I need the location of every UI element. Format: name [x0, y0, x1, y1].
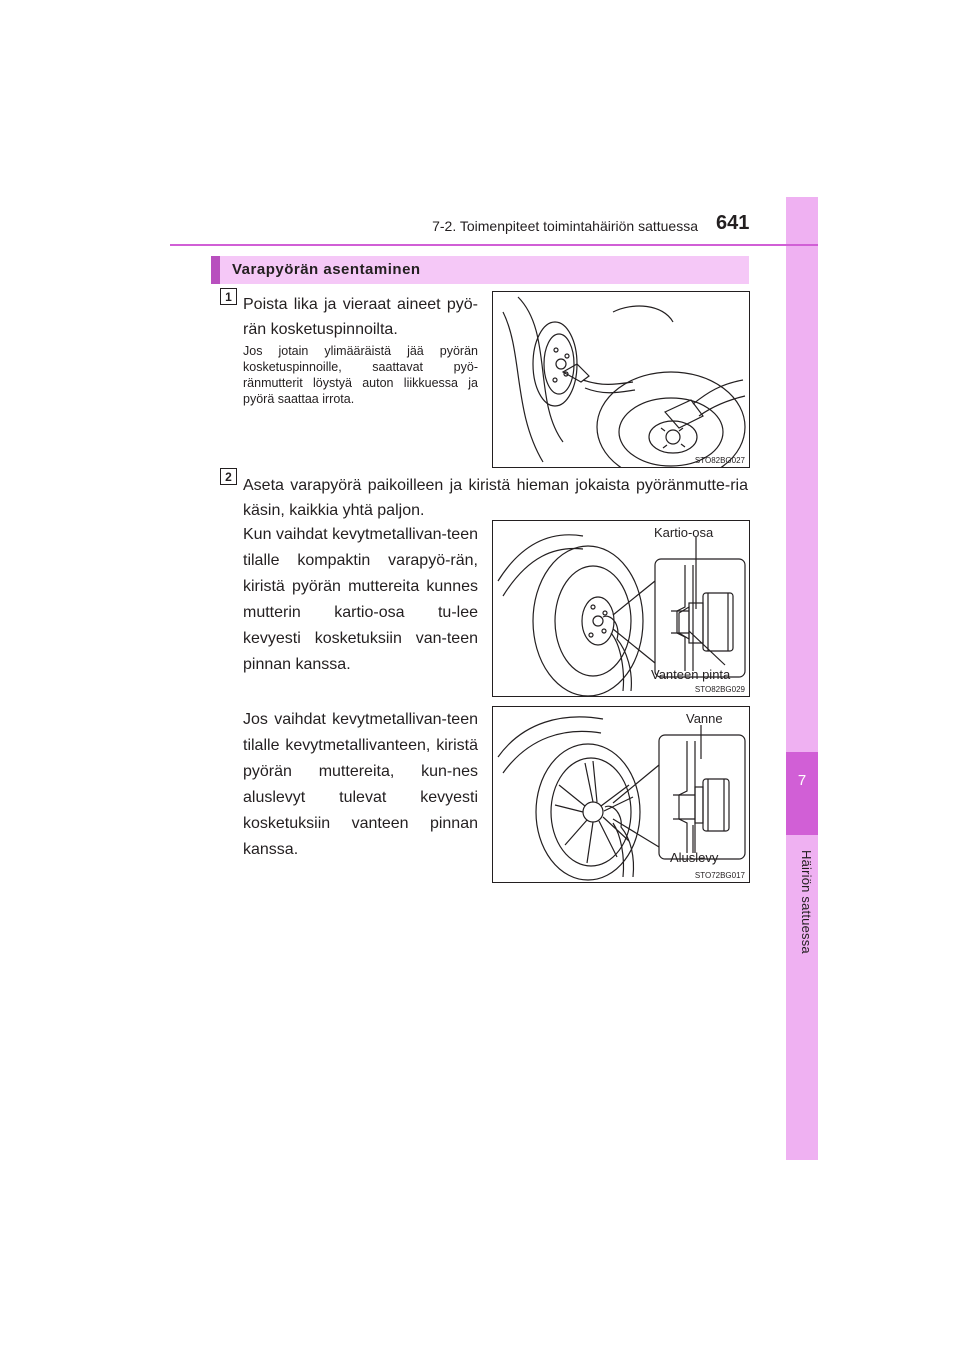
- page-number: 641: [716, 212, 750, 234]
- section-title: Varapyörän asentaminen: [232, 261, 421, 278]
- step-2a-text: Kun vaihdat kevytmetallivan-teen tilalle kompaktin varapyö-rän, kiristä pyörän muttereita kunnes mutterin kartio-osa tu-lee kevyesti kosketuksiin van-teen pinnan kanssa.: [243, 526, 478, 673]
- step-number-1: 1: [220, 288, 237, 305]
- chapter-side-tab-active: [786, 752, 818, 835]
- running-header: 7-2. Toimenpiteet toimintahäiriön sattuessa: [432, 218, 698, 234]
- chapter-number: 7: [797, 772, 807, 789]
- step-1-note: Jos jotain ylimääräistä jää pyörän kosketuspinnoille, saattavat pyö-ränmutterit löystyä auton liikkuessa ja pyörä saattaa irrota.: [243, 344, 478, 406]
- callout-vanteen-pinta: Vanteen pinta: [651, 667, 731, 682]
- wheel-cleaning-illustration: [493, 292, 749, 467]
- section-title-bar: [211, 256, 749, 284]
- figure-compact-spare-nut: [492, 520, 750, 697]
- figure-code: STO82BG027: [694, 456, 745, 465]
- callout-kartio-osa: Kartio-osa: [654, 525, 714, 540]
- chapter-title: Häiriön sattuessa: [799, 850, 814, 954]
- step-1-text: Poista lika ja vieraat aineet pyö-rän kosketuspinnoilta.: [243, 296, 478, 338]
- figure-code: STO72BG017: [694, 871, 745, 880]
- figure-clean-contact-surfaces: [492, 291, 750, 468]
- callout-vanne: Vanne: [686, 711, 723, 726]
- callout-aluslevy: Aluslevy: [670, 850, 719, 865]
- figure-alloy-wheel-nut: [492, 706, 750, 883]
- step-number-2: 2: [220, 468, 237, 485]
- figure-code: STO82BG029: [694, 685, 745, 694]
- step-2-text: Aseta varapyörä paikoilleen ja kiristä hieman jokaista pyöränmutte-ria käsin, kaikkia yhtä paljon.: [243, 477, 748, 519]
- header-rule: [170, 244, 818, 246]
- step-2b-text: Jos vaihdat kevytmetallivan-teen tilalle kevytmetallivanteen, kiristä pyörän muttereita, kun-nes aluslevyt tulevat kevyesti kosketuksiin vanteen pinnan kanssa.: [243, 711, 478, 858]
